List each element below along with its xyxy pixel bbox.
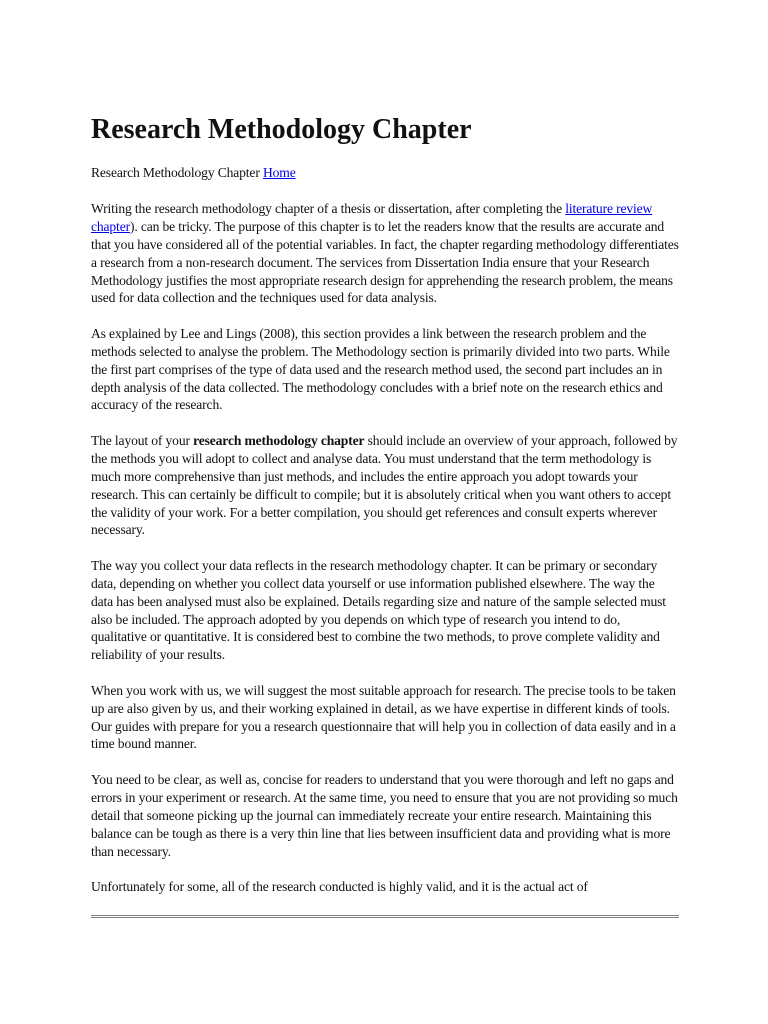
paragraph-2: As explained by Lee and Lings (2008), this section provides a link between the research problem and the methods selected to analyse the problem. The Methodology section is primarily divided into two parts. While the first part comprises of the type of data used and the research method used, the second part includes an in depth analysis of the data collected. The methodology concludes with a brief note on the research ethics and accuracy of the research. (91, 325, 670, 413)
paragraph-3-bold: research methodology chapter (193, 432, 365, 448)
paragraph-1-start: Writing the research methodology chapter of a thesis or dissertation, after completing the (91, 200, 566, 216)
paragraph-7-cutoff: Unfortunately for some, all of the research conducted is highly valid, and it is the actual act of (91, 878, 588, 894)
paragraph-3 (91, 432, 679, 539)
paragraph-3-start: The layout of your (91, 432, 194, 448)
paragraph-5: When you work with us, we will suggest the most suitable approach for research. The precise tools to be taken up are also given by us, and their working explained in detail, as we have expertise in different kinds of tools. Our guides with prepare for you a research questionnaire that will help you in collection of data easily and in a time bound manner. (91, 682, 676, 752)
page-title: Research Methodology Chapter (91, 114, 472, 145)
paragraph-1 (91, 200, 679, 307)
paragraph-1-end: ). can be tricky. The purpose of this chapter is to let the readers know that the results are accurate and that you have considered all of the potential variables. In fact, the chapter regarding methodology differentiates a research from a non-research document. The services from Dissertation India ensure that your Research Methodology justifies the most appropriate research design for apprehending the research problem, the means used for data collection and the techniques used for data analysis. (91, 218, 679, 306)
literature-review-link[interactable]: literature review chapter (91, 200, 653, 234)
paragraph-4: The way you collect your data reflects in the research methodology chapter. It can be primary or secondary data, depending on whether you collect data yourself or use information published elsewhere. The way the data has been analysed must also be explained. Details regarding size and nature of the sample selected must also be included. The approach adopted by you depends on which type of research you intend to do, qualitative or quantitative. It is considered best to combine the two methods, to prove complete validity and reliability of your results. (91, 557, 666, 663)
document-page (91, 110, 679, 896)
subtitle-text: Research Methodology Chapter (91, 165, 263, 180)
page-bottom-rule (91, 915, 679, 918)
paragraph-6: You need to be clear, as well as, concise for readers to understand that you were thorough and left no gaps and errors in your experiment or research. At the same time, you need to ensure that you are not providing so much detail that someone picking up the journal can immediately recreate your entire research. Maintaining this balance can be tough as there is a very thin line that lies between insufficient data and providing what is more than necessary. (91, 771, 678, 859)
home-link[interactable]: Home (262, 165, 296, 180)
paragraph-3-end: should include an overview of your approach, followed by the methods you will adopt to collect and analyse data. You must understand that the term methodology is much more comprehensive than just methods, and includes the entire approach you adopt towards your research. This can certainly be difficult to compile; but it is absolutely critical when you want others to accept the validity of your work. For a better compilation, you should get references and consult experts wherever necessary. (91, 432, 678, 538)
subtitle-line (91, 164, 679, 182)
